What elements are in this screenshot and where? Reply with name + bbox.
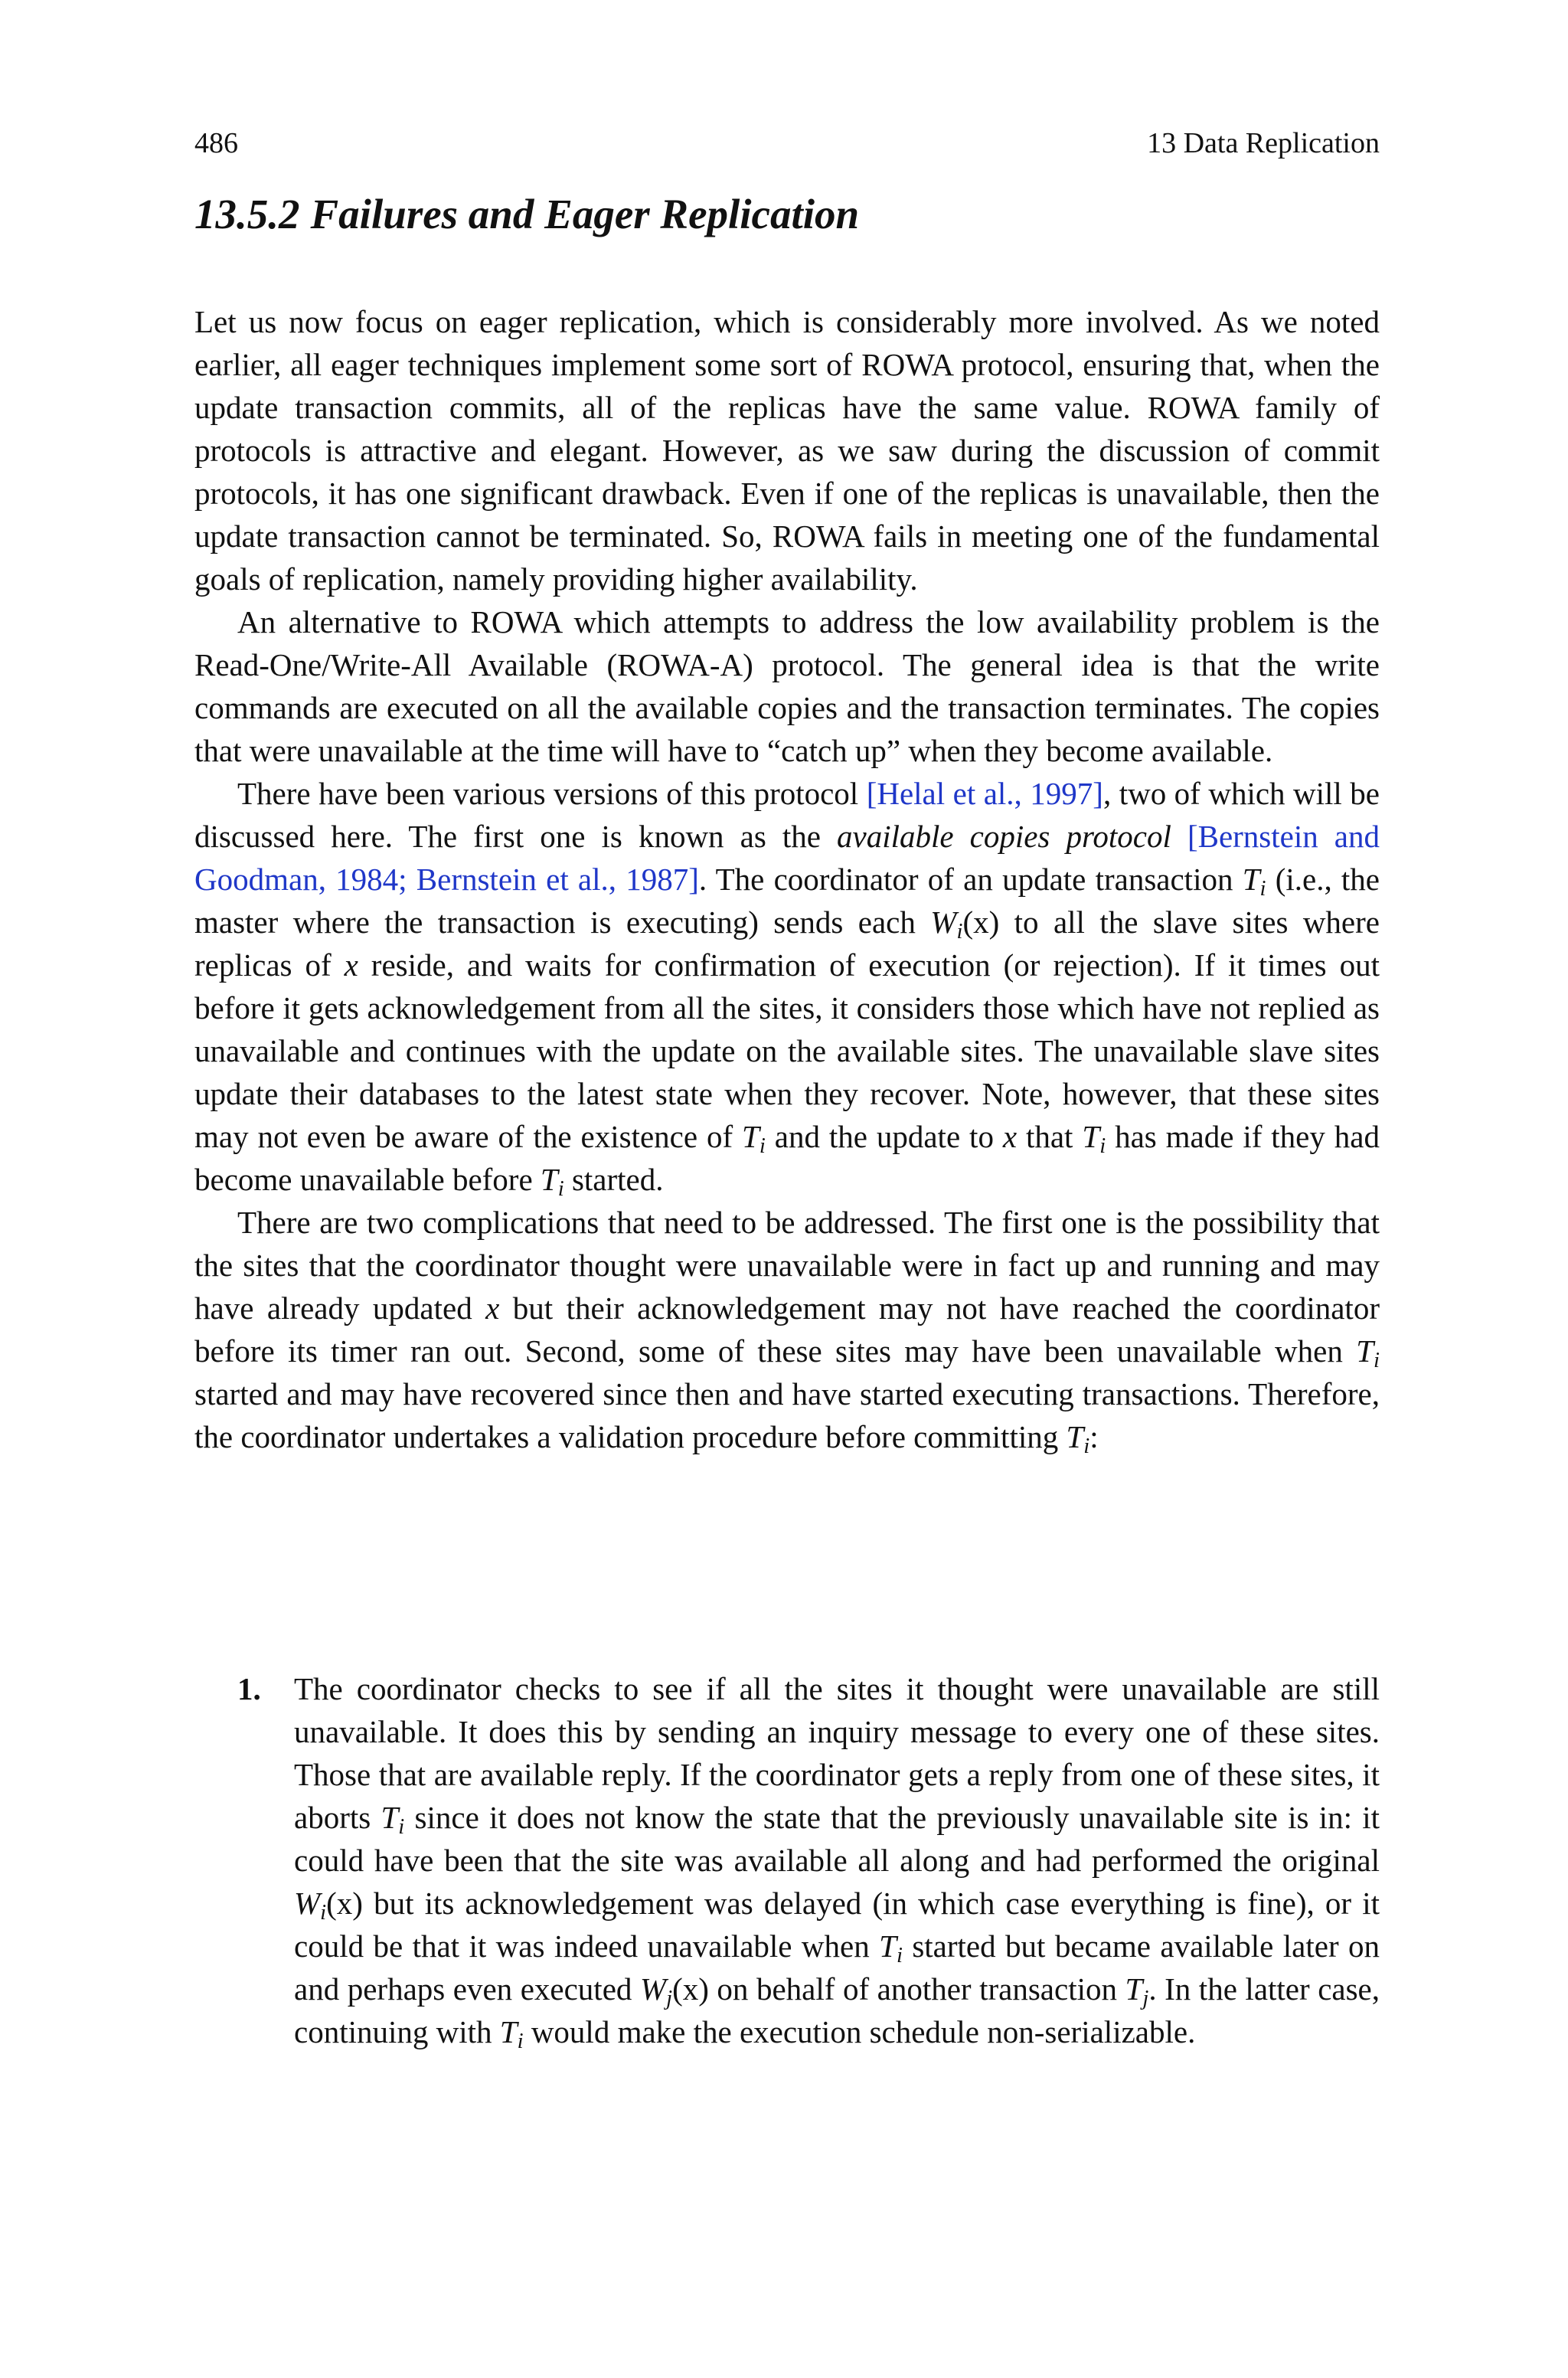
paragraph: Let us now focus on eager replication, which is considerably more involved. As we noted earlier, all eager techniques implement some sort of ROWA protocol, ensuring that, when the update transaction commits, all of the replicas have the same value. ROWA family of protocols is attractive and elegant. However, as we saw during the discussion of commit protocols, it has one significant drawback. Even if one of the replicas is unavailable, then the update transaction cannot be terminated. So, ROWA fails in meeting one of the fundamental goals of replication, namely providing higher availability. — [194, 304, 1380, 597]
section-title: Failures and Eager Replication — [310, 191, 860, 237]
section-heading — [194, 188, 1380, 241]
numbered-list — [194, 1667, 1380, 2053]
chapter-title: 13 Data Replication — [1147, 127, 1380, 159]
body-text — [194, 300, 1380, 1458]
math-symbol: $T_i$ — [381, 1800, 405, 1840]
math-symbol: $T_i$ — [499, 2014, 524, 2054]
math-symbol: $T_i$ — [879, 1928, 903, 1968]
math-symbol: $T_i$ — [1082, 1119, 1106, 1159]
math-symbol: $W_i(x)$ — [930, 904, 1000, 944]
emphasized-term: available copies protocol — [837, 819, 1171, 854]
math-symbol: $W_j(x)$ — [639, 1971, 709, 2011]
math-symbol: x — [1002, 1119, 1018, 1154]
math-symbol: x — [344, 947, 358, 983]
math-symbol: $T_i$ — [1066, 1419, 1090, 1459]
citation-link[interactable]: [Bernstein and Goodman, 1984; Bernstein et al., 1987] — [194, 819, 1380, 897]
math-symbol: x — [485, 1290, 500, 1326]
math-symbol: $T_j$ — [1125, 1971, 1149, 2011]
math-symbol: $T_i$ — [540, 1162, 564, 1202]
paragraph: There have been various versions of this protocol [Helal et al., 1997], two of which will be discussed here. The first one is known as the available copies protocol [Bernstein and Goodman, 1984; Bernstein et al., 1987]. The coordinator of an update transaction $T_i$ (i.e., the master where the transaction is executing) sends each $W_i(x)$ to all the slave sites where replicas of x reside, and waits for confirmation of execution (or rejection). If it times out before it gets acknowledgement from all the sites, it considers those which have not replied as unavailable and continues with the update on the available sites. The unavailable slave sites update their databases to the latest state when they recover. Note, however, that these sites may not even be aware of the existence of $T_i$ and the update to x that $T_i$ has made if they had become unavailable before $T_i$ started. — [194, 776, 1380, 1202]
math-symbol: $W_i(x)$ — [294, 1886, 363, 1925]
running-head — [194, 124, 1380, 162]
section-number: 13.5.2 — [194, 191, 300, 237]
math-symbol: $T_i$ — [1356, 1333, 1380, 1373]
paragraph: There are two complications that need to be addressed. The first one is the possibility that the sites that the coordinator thought were unavailable were in fact up and running and may have already updated x but their acknowledgement may not have reached the coordinator before its timer ran out. Second, some of these sites may have been unavailable when $T_i$ started and may have recovered since then and have started executing transactions. Therefore, the coordinator undertakes a validation procedure before committing $T_i$: — [194, 1205, 1380, 1459]
math-symbol: $T_i$ — [1242, 862, 1266, 901]
paragraph: An alternative to ROWA which attempts to address the low availability problem is the Read-One/Write-All Available (ROWA-A) protocol. The general idea is that the write commands are executed on all the available copies and the transaction terminates. The copies that were unavailable at the time will have to “catch up” when they become available. — [194, 604, 1380, 768]
page-number: 486 — [194, 127, 238, 159]
list-item: The coordinator checks to see if all the sites it thought were unavailable are still unavailable. It does this by sending an inquiry message to every one of these sites. Those that are available reply. If the coordinator gets a reply from one of these sites, it aborts $T_i$ since it does not know the state that the previously unavailable site is in: it could have been that the site was available all along and had performed the original $W_i(x)$ but its acknowledgement was delayed (in which case everything is fine), or it could be that it was indeed unavailable when $T_i$ started but became available later on and perhaps even executed $W_j(x)$ on behalf of another transaction $T_j$. In the latter case, continuing with $T_i$ would make the execution schedule non-serializable. — [294, 1671, 1380, 2054]
math-symbol: $T_i$ — [742, 1119, 766, 1159]
citation-link[interactable]: [Helal et al., 1997] — [866, 776, 1103, 811]
list-marker: 1. — [237, 1671, 261, 1706]
